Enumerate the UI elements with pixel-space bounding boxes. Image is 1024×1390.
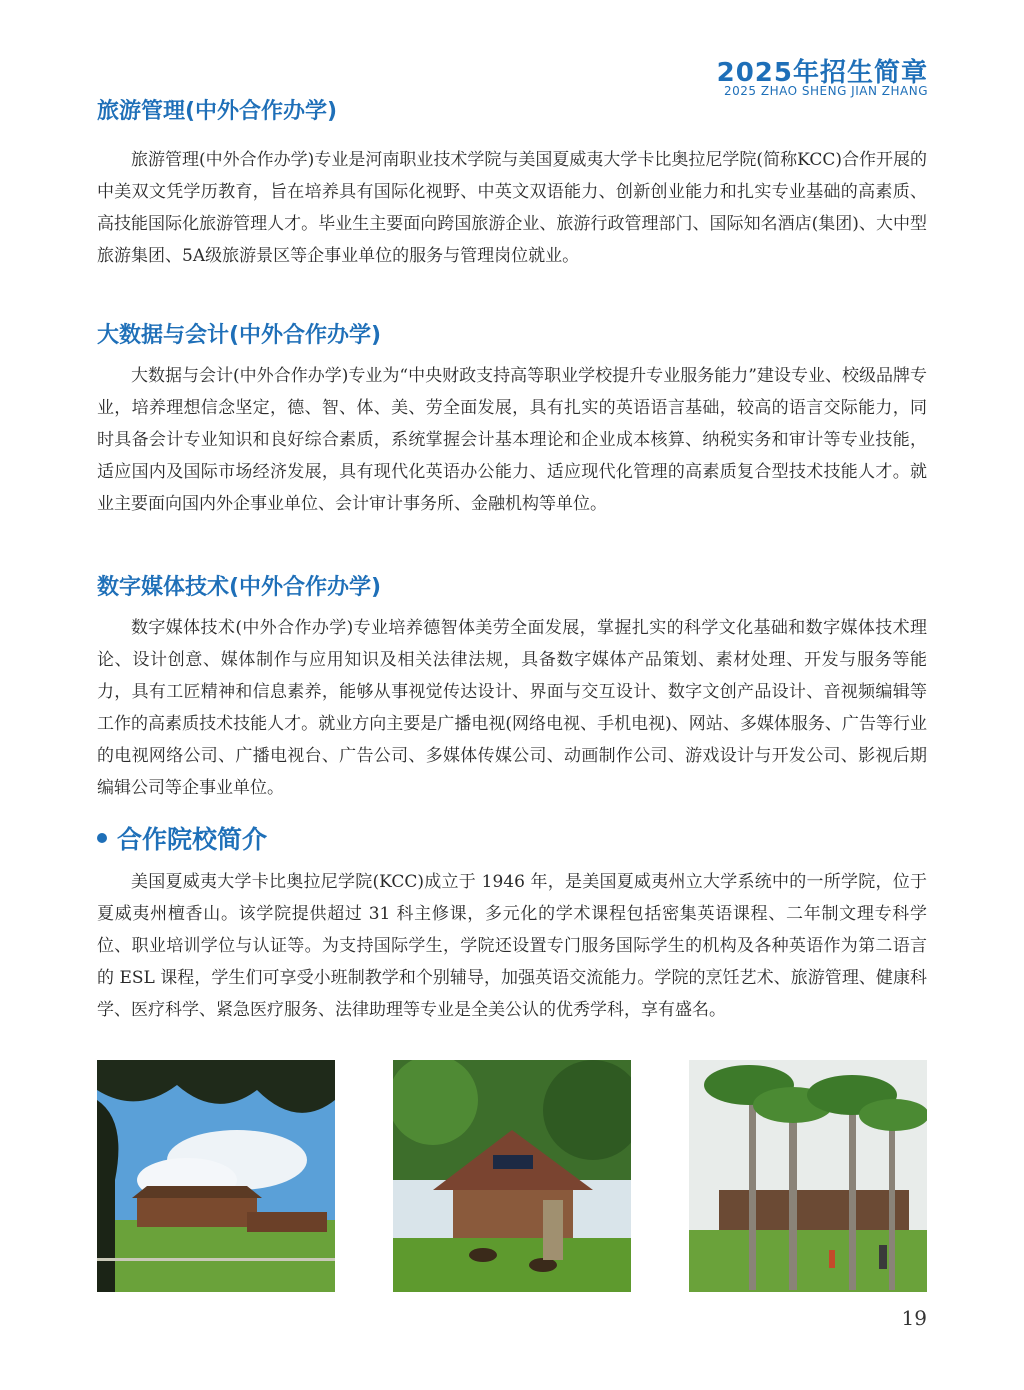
section-body-accounting: 大数据与会计(中外合作办学)专业为“中央财政支持高等职业学校提升专业服务能力”建设专业、校级品牌专业，培养理想信念坚定，德、智、体、美、劳全面发展，具有扎实的英语语言基础，较高的语言交际能力，同时具备会计专业知识和良好综合素质，系统掌握会计基本理论和企业成本核算、纳税实务和审计等专业技能，适应国内及国际市场经济发展，具有现代化英语办公能力、适应现代化管理的高素质复合型技术技能人才。就业主要面向国内外企事业单位、会计审计事务所、金融机构等单位。: [97, 366, 927, 514]
section-title-digital-media: 数字媒体技术(中外合作办学): [97, 575, 382, 600]
campus-photo-palms: [689, 1060, 927, 1292]
page-number: 19: [901, 1306, 927, 1330]
partner-heading-text: 合作院校简介: [117, 825, 268, 854]
section-title-tourism: 旅游管理(中外合作办学): [97, 99, 338, 124]
campus-photo-building: [393, 1060, 631, 1292]
section-body-tourism: 旅游管理(中外合作办学)专业是河南职业技术学院与美国夏威夷大学卡比奥拉尼学院(简称KCC)合作开展的中美双文凭学历教育，旨在培养具有国际化视野、中英文双语能力、创新创业能力和扎实专业基础的高素质、高技能国际化旅游管理人才。毕业生主要面向跨国旅游企业、旅游行政管理部门、国际知名酒店(集团)、大中型旅游集团、5A级旅游景区等企事业单位的服务与管理岗位就业。: [97, 150, 927, 266]
brochure-subtitle: 2025 ZHAO SHENG JIAN ZHANG: [724, 84, 928, 98]
brochure-title: 2025年招生简章: [716, 58, 928, 88]
bullet-dot-icon: [97, 833, 107, 843]
partner-body: 美国夏威夷大学卡比奥拉尼学院(KCC)成立于 1946 年，是美国夏威夷州立大学系统中的一所学院，位于夏威夷州檀香山。该学院提供超过 31 科主修课，多元化的学术课程包括密集英语课程、二年制文理专科学位、职业培训学位与认证等。为支持国际学生，学院还设置专门服务国际学生的机构及各种英语作为第二语言的 ESL 课程，学生们可享受小班制教学和个别辅导，加强英语交流能力。学院的烹饪艺术、旅游管理、健康科学、医疗科学、紧急医疗服务、法律助理等专业是全美公认的优秀学科，享有盛名。: [97, 872, 927, 1020]
partner-heading: [97, 820, 267, 856]
campus-photo-lawn: [97, 1060, 335, 1292]
section-body-digital-media: 数字媒体技术(中外合作办学)专业培养德智体美劳全面发展，掌握扎实的科学文化基础和数字媒体技术理论、设计创意、媒体制作与应用知识及相关法律法规，具备数字媒体产品策划、素材处理、开发与服务等能力，具有工匠精神和信息素养，能够从事视觉传达设计、界面与交互设计、数字文创产品设计、音视频编辑等工作的高素质技术技能人才。就业方向主要是广播电视(网络电视、手机电视)、网站、多媒体服务、广告等行业的电视网络公司、广播电视台、广告公司、多媒体传媒公司、动画制作公司、游戏设计与开发公司、影视后期编辑公司等企事业单位。: [97, 618, 927, 798]
section-title-accounting: 大数据与会计(中外合作办学): [97, 323, 382, 348]
